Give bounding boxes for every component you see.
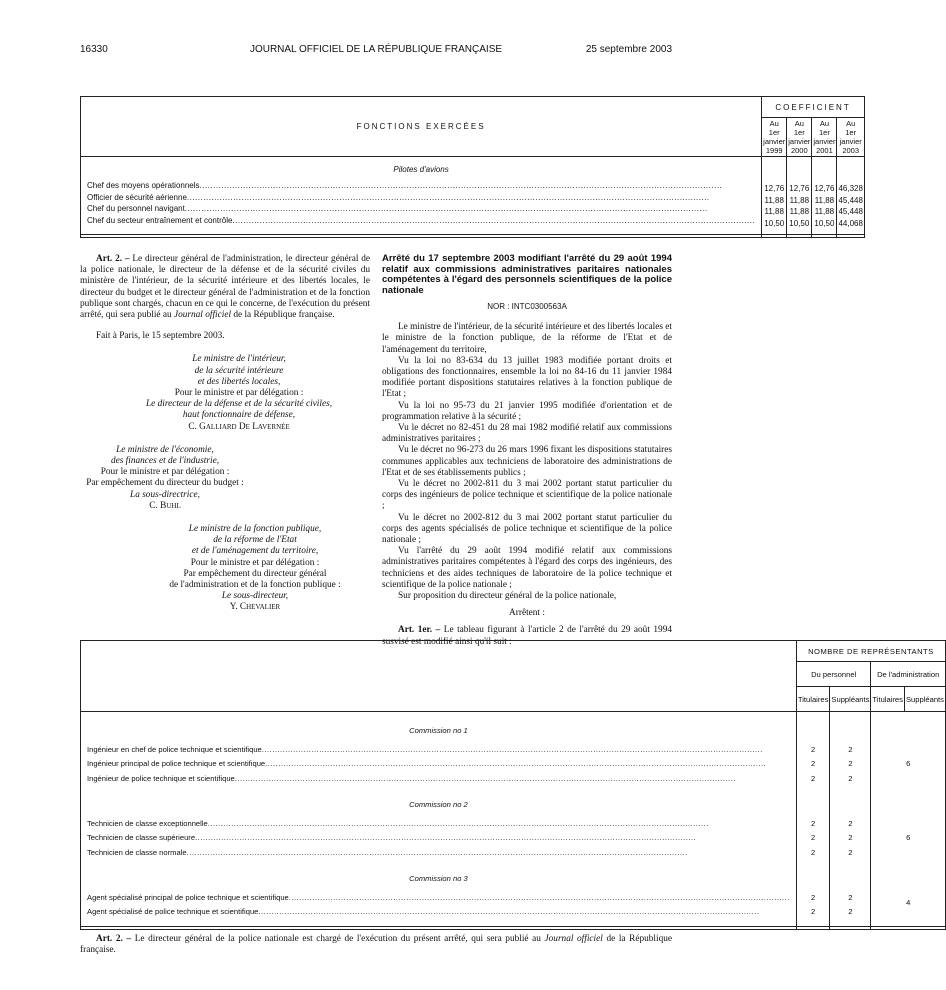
- value-column: 46,328 45,448 45,448 44,068: [837, 157, 864, 235]
- table-row-label: Officier de sécurité aérienne .....: [87, 192, 755, 204]
- suppleants-header: Suppléants: [830, 687, 871, 712]
- admin-count: 6: [906, 832, 911, 842]
- commissions-labels: [81, 712, 797, 927]
- table-row-label: Technicien de classe supérieure .....: [87, 831, 790, 846]
- decree-paragraph: Vu l'arrêté du 29 août 1994 modifié relatif aux commissions administratives paritaires compétentes à l'égard des corps des ingénieurs, des techniciens et des aides techniques de laboratoire de la police technique et scientifique de la police nationale ;: [382, 546, 672, 590]
- decree-paragraph: Vu la loi no 83-634 du 13 juillet 1983 modifiée portant droits et obligations des fonctionnaires, ensemble la loi no 84-16 du 11 janvier 1984 modifiée portant dispositions statutaires relatives à la fonction publique de l'Etat ;: [382, 355, 672, 400]
- year-header: Au 1er janvier 1999: [763, 119, 786, 155]
- journal-title: JOURNAL OFFICIEL DE LA RÉPUBLIQUE FRANÇAISE: [249, 44, 503, 55]
- titulaires-header: Titulaires: [871, 687, 905, 712]
- admin-header: De l'administration: [871, 662, 946, 687]
- table-row-label: Agent spécialisé principal de police technique et scientifique .....: [87, 891, 790, 906]
- decree-paragraph: Vu le décret no 2002-811 du 3 mai 2002 portant statut particulier du corps des ingénieurs de police technique et scientifique de la police nationale ;: [382, 479, 672, 512]
- year-header: Au 1er janvier 2003: [837, 118, 864, 157]
- section-title: Pilotes d'avions: [393, 165, 449, 174]
- article-1-paragraph: Art. 1er. – Le tableau figurant à l'article 2 de l'arrêté du 29 août 1994 susvisé est modifié ainsi qu'il suit :: [382, 625, 672, 647]
- page-number: 16330: [80, 44, 108, 55]
- fonctions-header: FONCTIONS EXERCÉES: [81, 97, 762, 157]
- signature-block-interior: Le ministre de l'intérieur, de la sécurité intérieure et des libertés locales, Pour le ministre et par délégation : Le directeur de la défense et de la sécurité civiles, haut fonctionnaire de défense, C. Galliard De Lavernée: [145, 354, 333, 432]
- titulaires-header: Titulaires: [796, 687, 830, 712]
- admin-count: 6: [906, 759, 911, 768]
- decree-paragraph: Vu la loi no 95-73 du 21 janvier 1995 modifiée d'orientation et de programmation relative à la sécurité ;: [382, 400, 672, 422]
- decree-paragraph: Vu le décret no 2002-812 du 3 mai 2002 portant statut particulier du corps des agents spécialisés de police technique et scientifique de la police nationale ;: [382, 512, 672, 546]
- issue-date: 25 septembre 2003: [585, 44, 672, 55]
- year-header: Au 1er janvier 2001: [813, 119, 836, 155]
- signature-block-economy: Le ministre de l'économie, des finances et de l'industrie, Pour le ministre et par délégation : Par empêchement du directeur du budget : La sous-directrice, C. Buhl: [86, 444, 244, 511]
- table-row-label: Ingénieur en chef de police technique et scientifique .....: [87, 743, 790, 758]
- value-column: 12,76 11,88 11,88 10,50: [787, 157, 812, 235]
- admin-count: 4: [906, 898, 911, 907]
- value-column: 12,76 11,88 11,88 10,50: [812, 157, 837, 235]
- decree-paragraph: Le ministre de l'intérieur, de la sécurité intérieure et des libertés locales et le ministre de la fonction publique, de la réforme de l'Etat et de l'aménagement du territoire,: [382, 322, 672, 355]
- admin-column: [871, 712, 946, 927]
- decree-paragraph: Sur proposition du directeur général de la police nationale,: [398, 591, 617, 602]
- table-row-label: Agent spécialisé de police technique et scientifique .....: [87, 905, 790, 920]
- representatives-header: NOMBRE DE REPRÉSENTANTS: [796, 641, 945, 662]
- table-row-label: Chef du personnel navigant .....: [87, 203, 755, 215]
- article-2-final-paragraph: Art. 2. – Le directeur général de la police nationale est chargé de l'exécution du présent arrêté, qui sera publié au Journal officiel de la République française.: [80, 934, 673, 956]
- page-header: [80, 44, 672, 60]
- commission-title: Commission no 2: [409, 800, 468, 809]
- left-column: [80, 254, 370, 614]
- table2-corner: [81, 641, 797, 712]
- coefficient-header: COEFFICIENT: [762, 97, 865, 118]
- signature-date: Fait à Paris, le 15 septembre 2003.: [96, 331, 225, 342]
- commission-title: Commission no 3: [409, 874, 468, 883]
- decree-paragraph: Vu le décret no 82-451 du 28 mai 1982 modifié relatif aux commissions administratives paritaires ;: [382, 423, 672, 445]
- coefficient-table: [80, 96, 865, 238]
- fonctions-cell: [81, 157, 762, 235]
- representatives-table: [80, 640, 946, 930]
- table-row-label: Ingénieur de police technique et scientifique .....: [87, 772, 790, 787]
- value-column: 12,76 11,88 11,88 10,50: [762, 157, 787, 235]
- final-article: [80, 934, 672, 956]
- table-row-label: Technicien de classe exceptionnelle .....: [87, 817, 790, 832]
- decree-paragraph: Vu le décret no 96-273 du 26 mars 1996 fixant les dispositions statutaires communes applicables aux techniciens de laboratoire des administrations de l'Etat et de ses établissements publics ;: [382, 445, 672, 478]
- table-row-label: Ingénieur principal de police technique et scientifique .....: [87, 757, 790, 772]
- table-row-label: Technicien de classe normale .....: [87, 846, 790, 861]
- year-header: Au 1er janvier 2000: [788, 119, 811, 155]
- right-column: [382, 254, 672, 648]
- article-2-paragraph: Art. 2. – Le directeur général de l'administration, le directeur général de la police nationale, le directeur de la défense et de la sécurité civiles du ministère de l'intérieur, de la sécurité intérieure et des libertés locales, le directeur du budget et le directeur général de l'administration et de la fonction publique sont chargés, chacun en ce qui le concerne, de l'exécution du présent arrêté, qui sera publié au Journal officiel de la République française.: [80, 254, 371, 321]
- arretent-label: Arrêtent :: [509, 608, 545, 619]
- personnel-titulaires-column: 2 2 2 2 2 2 2 2: [796, 712, 830, 927]
- personnel-header: Du personnel: [796, 662, 871, 687]
- suppleants-header: Suppléants: [904, 687, 945, 712]
- nor-reference: NOR : INTC0300563A: [487, 302, 567, 311]
- personnel-suppleants-column: 2 2 2 2 2 2 2 2: [830, 712, 871, 927]
- commission-title: Commission no 1: [409, 726, 468, 735]
- decree-title: Arrêté du 17 septembre 2003 modifiant l'arrêté du 29 août 1994 relatif aux commissions administratives paritaires nationales compétentes à l'égard des personnels scientifiques de la police nationale: [382, 253, 672, 296]
- table-row-label: Chef du secteur entraînement et contrôle .....: [87, 215, 755, 227]
- signature-block-public-service: Le ministre de la fonction publique, de la réforme de l'Etat et de l'aménagement du territoire, Pour le ministre et par délégation : Par empêchement du directeur général de l'administration et de la fonction publique : Le sous-directeur, Y. Chevalier: [169, 524, 341, 613]
- table-row-label: Chef des moyens opérationnels .....: [87, 180, 755, 192]
